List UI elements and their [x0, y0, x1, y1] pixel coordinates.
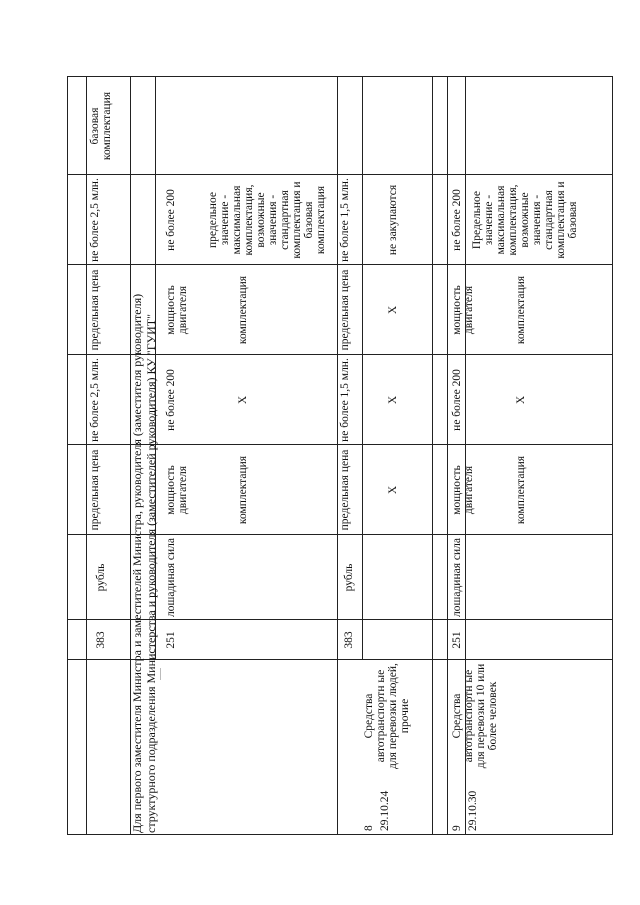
- item-name: Средства автотранспортн ые для перевозки 10 или более человек: [451, 663, 499, 769]
- characteristics-table: [67, 77, 613, 835]
- sub-unit: лошадиная сила: [451, 538, 463, 617]
- sub-unit: лошадиная сила: [165, 538, 177, 617]
- top-code: 383: [95, 631, 107, 649]
- top-char-name-2: предельная цена: [89, 269, 101, 351]
- sub-code: 251: [165, 631, 177, 649]
- sub-value: X: [237, 395, 249, 405]
- scan-noise: [160, 668, 161, 680]
- sub-char-name: комплектация: [237, 455, 249, 525]
- okpd-code: 29.10.24: [379, 790, 391, 831]
- table-rule: [447, 77, 448, 835]
- okpd-code: 29.10.30: [467, 790, 479, 831]
- sub-value: не более 1,5 млн.: [339, 358, 351, 442]
- sub-char-name: мощность двигателя: [451, 465, 475, 515]
- sub-value: не более 200: [165, 369, 177, 431]
- sub-code: 251: [451, 631, 463, 649]
- table-rule: [432, 77, 433, 835]
- top-unit: рубль: [95, 563, 107, 592]
- sub-char-name: предельная цена: [339, 449, 351, 531]
- row-char-name: X: [387, 485, 399, 495]
- sub-value: не более 200: [451, 369, 463, 431]
- sub-unit: рубль: [343, 563, 355, 592]
- top-extra: базовая комплектация: [89, 91, 113, 161]
- table-rule: [86, 77, 87, 835]
- table-rule: [362, 77, 363, 660]
- row-value: X: [387, 395, 399, 405]
- table-rule: [612, 77, 613, 835]
- sub-value-2: не более 1,5 млн.: [339, 178, 351, 262]
- sub-char-name-2: мощность двигателя: [451, 285, 475, 335]
- sub-char-name: мощность двигателя: [165, 465, 189, 515]
- table-rule: [67, 77, 68, 835]
- sub-value-2: не более 200: [451, 189, 463, 251]
- sub-value-2: предельное значение - максимальная комплектация, возможные значения - стандартная комплектация и базовая комплектация: [207, 181, 327, 259]
- sub-value-2: не более 200: [165, 189, 177, 251]
- row-value-2: не закупаются: [387, 184, 399, 256]
- item-name: Средства автотранспортн ые для перевозки людей, прочие: [363, 663, 411, 769]
- sub-char-name-2: мощность двигателя: [165, 285, 189, 335]
- sub-char-name-2: предельная цена: [339, 269, 351, 351]
- ministry-group-heading: Для первого заместителя Министра и заместителей Министра, руководителя (заместителя руководителя) структурного подразделения Министерства и руководителя (заместителей руководителя) КУ "ГУИТ": [130, 293, 158, 833]
- top-value-2: не более 2,5 млн.: [89, 178, 101, 262]
- table-rule: [337, 77, 338, 835]
- top-char-name: предельная цена: [89, 449, 101, 531]
- top-value: не более 2,5 млн.: [89, 358, 101, 442]
- sub-char-name-2: комплектация: [237, 275, 249, 345]
- sub-char-name: комплектация: [515, 455, 527, 525]
- row-number: 9: [451, 825, 463, 831]
- sub-value: X: [515, 395, 527, 405]
- row-number: 8: [363, 825, 375, 831]
- sub-char-name-2: комплектация: [515, 275, 527, 345]
- sub-code: 383: [343, 631, 355, 649]
- sub-value-2: Предельное значение - максимальная комплектация, возможные значения - стандартная комплектация и базовая: [471, 181, 579, 259]
- rotated-table: [67, 77, 613, 835]
- row-char-name-2: X: [387, 305, 399, 315]
